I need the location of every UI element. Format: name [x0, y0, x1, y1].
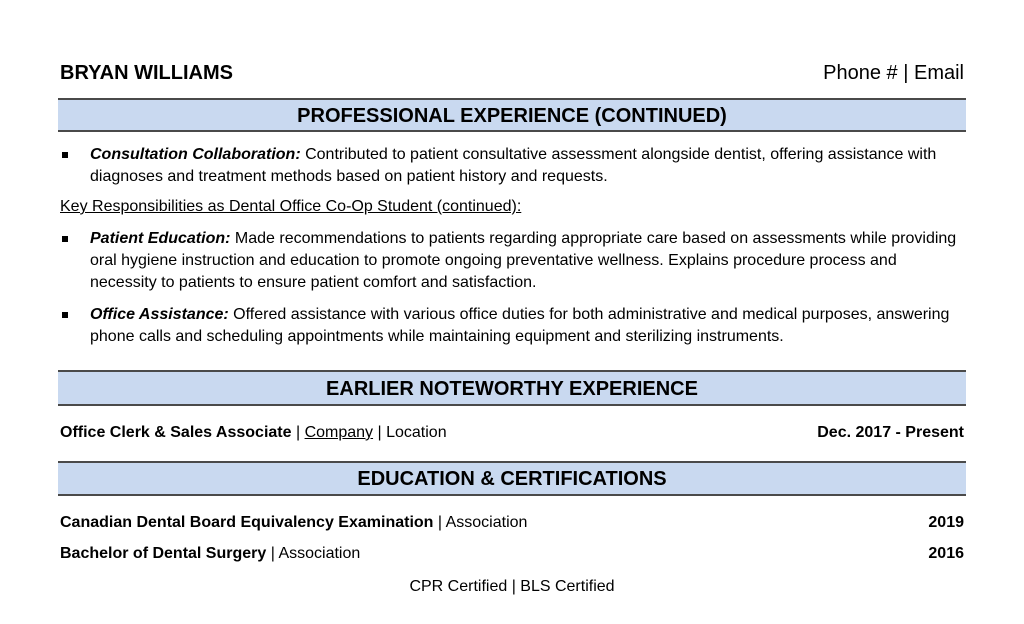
- responsibilities-subheading: Key Responsibilities as Dental Office Co-Op Student (continued):: [60, 198, 522, 215]
- bullet-text: [90, 144, 966, 188]
- bullet-text: [90, 304, 966, 348]
- education-title: Bachelor of Dental Surgery: [60, 545, 267, 562]
- education-item: [60, 514, 964, 532]
- job-dates: Dec. 2017 - Present: [817, 424, 964, 441]
- education-year: 2019: [928, 514, 964, 531]
- bullet-item: [60, 144, 966, 188]
- bullet-text: [90, 228, 966, 294]
- bullet-body: Offered assistance with various office duties for both administrative and medical purposes, answering phone calls and scheduling appointments while maintaining equipment and sterilizing instruments.: [90, 306, 950, 345]
- section-header-earlier-experience: EARLIER NOTEWORTHY EXPERIENCE: [58, 370, 966, 406]
- section-header-experience-continued: PROFESSIONAL EXPERIENCE (CONTINUED): [58, 98, 966, 132]
- separator: |: [373, 424, 387, 441]
- bullet-lead: Office Assistance:: [90, 306, 229, 323]
- bullet-body: Made recommendations to patients regarding appropriate care based on assessments while providing oral hygiene instruction and education to promote ongoing preventative wellness. Explains procedure process and necessity to patients to ensure patient comfort and satisfaction.: [90, 230, 957, 291]
- bullet-square-icon: [62, 312, 68, 318]
- contact-info: Phone # | Email: [823, 62, 964, 84]
- section-header-education: EDUCATION & CERTIFICATIONS: [58, 461, 966, 496]
- job-title: Office Clerk & Sales Associate: [60, 424, 292, 441]
- education-title: Canadian Dental Board Equivalency Examination: [60, 514, 434, 531]
- education-year: 2016: [928, 545, 964, 562]
- separator: |: [266, 545, 279, 562]
- company-link[interactable]: Company: [304, 424, 374, 441]
- separator: |: [433, 514, 446, 531]
- bullet-lead: Patient Education:: [90, 230, 231, 247]
- bullet-square-icon: [62, 236, 68, 242]
- bullet-body: Contributed to patient consultative assessment alongside dentist, offering assistance with diagnoses and treatment methods based on patient history and requests.: [90, 146, 937, 185]
- bullet-lead: Consultation Collaboration:: [90, 146, 301, 163]
- candidate-name: BRYAN WILLIAMS: [60, 62, 233, 84]
- education-org: Association: [445, 514, 528, 531]
- education-org: Association: [278, 545, 361, 562]
- separator: |: [291, 424, 305, 441]
- job-location: Location: [386, 424, 447, 441]
- education-item: [60, 545, 964, 563]
- earlier-job-line: [60, 424, 964, 442]
- bullet-item: [60, 228, 966, 294]
- bullet-item: [60, 304, 966, 348]
- bullet-square-icon: [62, 152, 68, 158]
- certifications-line: CPR Certified | BLS Certified: [409, 578, 615, 595]
